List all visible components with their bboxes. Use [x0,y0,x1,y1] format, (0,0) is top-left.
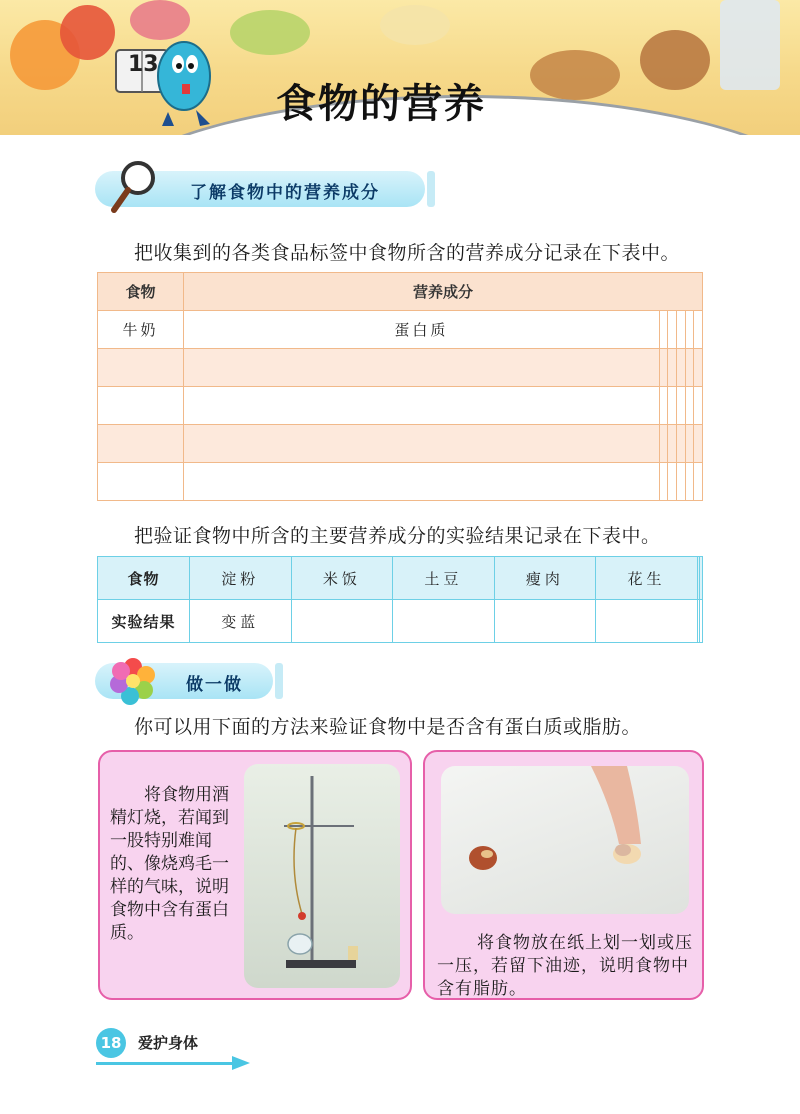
table-cell[interactable] [676,463,685,501]
table-cell-food: 花生 [596,557,698,600]
table-cell[interactable] [668,349,677,387]
table-row [98,463,703,501]
table-cell[interactable] [291,600,393,643]
table-header-result: 实验结果 [98,600,190,643]
table-cell[interactable] [685,425,694,463]
chapter-number: 13 [128,52,159,77]
table-cell[interactable] [694,387,703,425]
activity-text-protein: 将食物用酒精灯烧，若闻到一股特别难闻的、像烧鸡毛一样的气味，说明食物中含有蛋白质。 [110,785,229,943]
instruction-text: 把收集到的各类食品标签中食物所含的营养成分记录在下表中。 [134,242,681,264]
table-cell[interactable] [694,463,703,501]
table-cell[interactable] [659,425,668,463]
table-cell[interactable] [676,425,685,463]
table-cell[interactable] [685,349,694,387]
peanut-on-paper-illustration [441,766,689,914]
alcohol-lamp-photo [244,764,400,988]
milk-carton-image [720,0,780,90]
table-cell[interactable] [700,600,703,643]
table-header-food: 食物 [98,273,184,311]
table-row [98,349,703,387]
nuts-image [530,50,620,100]
table-cell[interactable] [668,311,677,349]
activity-text-fat: 将食物放在纸上划一划或压一压，若留下油迹，说明食物中含有脂肪。 [437,933,693,999]
experiment-table [97,556,703,643]
book-mascot-icon [108,20,228,135]
table-row [98,311,703,349]
table-cell[interactable] [494,600,596,643]
table-cell[interactable] [694,349,703,387]
table-row [98,425,703,463]
page-number: 18 [96,1028,126,1058]
table-cell[interactable] [694,425,703,463]
table-cell[interactable] [98,463,184,501]
footer-arrow-line [96,1062,236,1065]
table-cell[interactable] [659,311,668,349]
table-cell-food: 米饭 [291,557,393,600]
table-cell[interactable] [668,463,677,501]
instruction-text: 你可以用下面的方法来验证食物中是否含有蛋白质或脂肪。 [134,716,642,738]
instruction-text: 把验证食物中所含的主要营养成分的实验结果记录在下表中。 [134,525,661,547]
table-cell[interactable] [700,557,703,600]
table-cell[interactable] [676,349,685,387]
table-row [98,600,703,643]
fruit-image [60,5,115,60]
bread-image [380,5,450,45]
activity-box-fat [423,750,704,1000]
table-cell[interactable] [668,425,677,463]
table-cell[interactable] [685,463,694,501]
table-cell[interactable] [659,463,668,501]
table-header-nutrients: 营养成分 [184,273,703,311]
magnifier-icon [108,158,160,214]
table-cell[interactable] [98,349,184,387]
table-cell[interactable] [676,387,685,425]
table-cell[interactable] [659,387,668,425]
table-cell-food: 瘦肉 [494,557,596,600]
table-cell[interactable] [685,311,694,349]
table-cell[interactable] [393,600,495,643]
table-cell[interactable] [668,387,677,425]
unit-label: 爱护身体 [138,1034,199,1052]
table-cell[interactable] [98,425,184,463]
table-cell-nutrient: 蛋白质 [184,311,660,349]
table-cell[interactable] [184,463,660,501]
table-header-food: 食物 [98,557,190,600]
table-cell[interactable] [596,600,698,643]
table-cell-food: 土豆 [393,557,495,600]
nuts-image [640,30,710,90]
section-title-nutrients: 了解食物中的营养成分 [190,183,380,203]
table-cell[interactable] [694,311,703,349]
table-row [98,557,703,600]
table-cell[interactable] [184,349,660,387]
pressing-peanut-photo [441,766,689,914]
burning-food-illustration [244,764,400,988]
activity-box-protein [98,750,412,1000]
table-cell-result: 变蓝 [190,600,292,643]
table-row [98,387,703,425]
table-cell[interactable] [659,349,668,387]
section-title-activity: 做一做 [186,675,243,695]
arrow-right-icon [232,1056,250,1070]
vegetable-image [230,10,310,55]
table-cell[interactable] [184,387,660,425]
flower-icon [108,656,158,706]
table-cell[interactable] [685,387,694,425]
nutrient-table [97,272,703,501]
chapter-title: 食物的营养 [276,81,486,127]
table-cell[interactable] [184,425,660,463]
table-cell-food: 牛奶 [98,311,184,349]
table-cell[interactable] [676,311,685,349]
table-cell-food: 淀粉 [190,557,292,600]
table-cell[interactable] [98,387,184,425]
